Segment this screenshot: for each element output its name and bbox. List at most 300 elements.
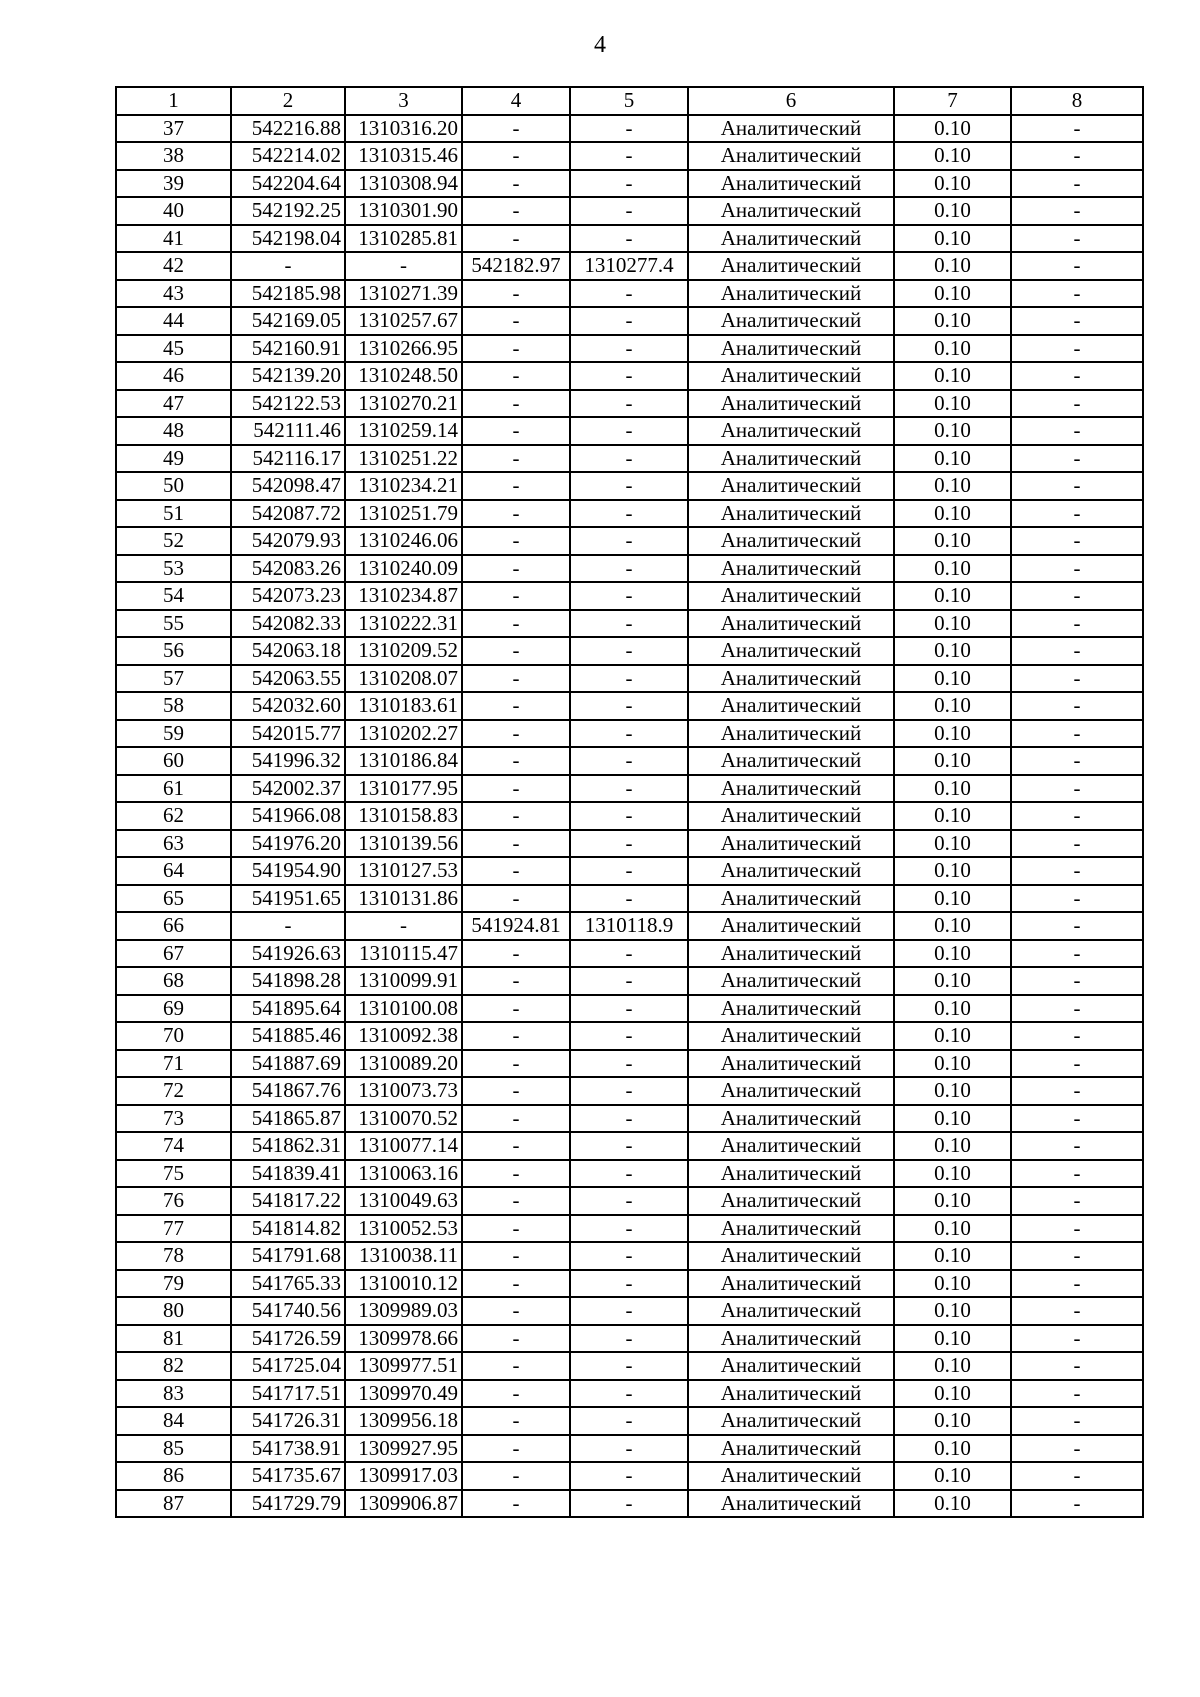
y-coordinate-cell: 1310183.61 bbox=[345, 692, 462, 720]
note-cell: - bbox=[1011, 1380, 1143, 1408]
x-alt-coordinate-cell: - bbox=[462, 1077, 570, 1105]
y-coordinate-cell: 1310315.46 bbox=[345, 142, 462, 170]
method-cell: Аналитический bbox=[688, 1462, 894, 1490]
accuracy-cell: 0.10 bbox=[894, 362, 1011, 390]
y-coordinate-cell: 1309977.51 bbox=[345, 1352, 462, 1380]
y-coordinate-cell: 1310073.73 bbox=[345, 1077, 462, 1105]
x-coordinate-cell: - bbox=[231, 252, 345, 280]
table-row bbox=[116, 1352, 1143, 1380]
x-alt-coordinate-cell: - bbox=[462, 472, 570, 500]
x-coordinate-cell: 541867.76 bbox=[231, 1077, 345, 1105]
point-number-cell: 52 bbox=[116, 527, 231, 555]
accuracy-cell: 0.10 bbox=[894, 417, 1011, 445]
method-cell: Аналитический bbox=[688, 665, 894, 693]
x-alt-coordinate-cell: - bbox=[462, 857, 570, 885]
note-cell: - bbox=[1011, 830, 1143, 858]
method-cell: Аналитический bbox=[688, 115, 894, 143]
method-cell: Аналитический bbox=[688, 1242, 894, 1270]
note-cell: - bbox=[1011, 1215, 1143, 1243]
table-row bbox=[116, 1462, 1143, 1490]
x-alt-coordinate-cell: - bbox=[462, 417, 570, 445]
note-cell: - bbox=[1011, 1435, 1143, 1463]
method-cell: Аналитический bbox=[688, 582, 894, 610]
x-coordinate-cell: 541895.64 bbox=[231, 995, 345, 1023]
note-cell: - bbox=[1011, 1077, 1143, 1105]
note-cell: - bbox=[1011, 527, 1143, 555]
x-coordinate-cell: 541738.91 bbox=[231, 1435, 345, 1463]
x-coordinate-cell: 542087.72 bbox=[231, 500, 345, 528]
method-cell: Аналитический bbox=[688, 1187, 894, 1215]
table-row bbox=[116, 1380, 1143, 1408]
y-alt-coordinate-cell: - bbox=[570, 582, 688, 610]
note-cell: - bbox=[1011, 692, 1143, 720]
x-alt-coordinate-cell: - bbox=[462, 1160, 570, 1188]
x-coordinate-cell: 542116.17 bbox=[231, 445, 345, 473]
note-cell: - bbox=[1011, 1325, 1143, 1353]
point-number-cell: 81 bbox=[116, 1325, 231, 1353]
note-cell: - bbox=[1011, 1132, 1143, 1160]
y-alt-coordinate-cell: - bbox=[570, 225, 688, 253]
y-coordinate-cell: 1310270.21 bbox=[345, 390, 462, 418]
y-coordinate-cell: 1309978.66 bbox=[345, 1325, 462, 1353]
x-coordinate-cell: 542214.02 bbox=[231, 142, 345, 170]
x-alt-coordinate-cell: - bbox=[462, 775, 570, 803]
y-coordinate-cell: 1309956.18 bbox=[345, 1407, 462, 1435]
note-cell: - bbox=[1011, 472, 1143, 500]
point-number-cell: 49 bbox=[116, 445, 231, 473]
x-coordinate-cell: 542216.88 bbox=[231, 115, 345, 143]
table-row bbox=[116, 280, 1143, 308]
table-row bbox=[116, 1242, 1143, 1270]
accuracy-cell: 0.10 bbox=[894, 527, 1011, 555]
accuracy-cell: 0.10 bbox=[894, 1325, 1011, 1353]
point-number-cell: 50 bbox=[116, 472, 231, 500]
column-header: 5 bbox=[570, 87, 688, 115]
method-cell: Аналитический bbox=[688, 500, 894, 528]
x-coordinate-cell: 542198.04 bbox=[231, 225, 345, 253]
x-coordinate-cell: 542073.23 bbox=[231, 582, 345, 610]
method-cell: Аналитический bbox=[688, 720, 894, 748]
y-coordinate-cell: 1310259.14 bbox=[345, 417, 462, 445]
note-cell: - bbox=[1011, 1352, 1143, 1380]
x-coordinate-cell: 542111.46 bbox=[231, 417, 345, 445]
y-alt-coordinate-cell: - bbox=[570, 335, 688, 363]
table-row bbox=[116, 940, 1143, 968]
y-coordinate-cell: 1310127.53 bbox=[345, 857, 462, 885]
method-cell: Аналитический bbox=[688, 252, 894, 280]
x-alt-coordinate-cell: - bbox=[462, 307, 570, 335]
y-alt-coordinate-cell: - bbox=[570, 1160, 688, 1188]
x-coordinate-cell: 541865.87 bbox=[231, 1105, 345, 1133]
note-cell: - bbox=[1011, 500, 1143, 528]
y-coordinate-cell: 1310077.14 bbox=[345, 1132, 462, 1160]
accuracy-cell: 0.10 bbox=[894, 115, 1011, 143]
accuracy-cell: 0.10 bbox=[894, 1105, 1011, 1133]
method-cell: Аналитический bbox=[688, 912, 894, 940]
y-coordinate-cell: 1310049.63 bbox=[345, 1187, 462, 1215]
x-alt-coordinate-cell: - bbox=[462, 1407, 570, 1435]
x-coordinate-cell: 541898.28 bbox=[231, 967, 345, 995]
method-cell: Аналитический bbox=[688, 1407, 894, 1435]
y-coordinate-cell: 1310316.20 bbox=[345, 115, 462, 143]
x-alt-coordinate-cell: - bbox=[462, 1490, 570, 1518]
y-alt-coordinate-cell: - bbox=[570, 1077, 688, 1105]
y-coordinate-cell: 1310234.21 bbox=[345, 472, 462, 500]
x-coordinate-cell: 541951.65 bbox=[231, 885, 345, 913]
method-cell: Аналитический bbox=[688, 1435, 894, 1463]
x-alt-coordinate-cell: - bbox=[462, 1270, 570, 1298]
table-row bbox=[116, 802, 1143, 830]
table-row bbox=[116, 830, 1143, 858]
point-number-cell: 58 bbox=[116, 692, 231, 720]
table-body bbox=[116, 87, 1143, 1517]
y-coordinate-cell: 1310234.87 bbox=[345, 582, 462, 610]
y-alt-coordinate-cell: - bbox=[570, 1270, 688, 1298]
point-number-cell: 83 bbox=[116, 1380, 231, 1408]
y-coordinate-cell: 1310100.08 bbox=[345, 995, 462, 1023]
note-cell: - bbox=[1011, 940, 1143, 968]
note-cell: - bbox=[1011, 280, 1143, 308]
method-cell: Аналитический bbox=[688, 885, 894, 913]
x-alt-coordinate-cell: - bbox=[462, 527, 570, 555]
y-alt-coordinate-cell: - bbox=[570, 1132, 688, 1160]
table-row bbox=[116, 885, 1143, 913]
point-number-cell: 80 bbox=[116, 1297, 231, 1325]
x-alt-coordinate-cell: - bbox=[462, 995, 570, 1023]
accuracy-cell: 0.10 bbox=[894, 1380, 1011, 1408]
y-coordinate-cell: 1310186.84 bbox=[345, 747, 462, 775]
method-cell: Аналитический bbox=[688, 527, 894, 555]
y-alt-coordinate-cell: - bbox=[570, 995, 688, 1023]
table-row bbox=[116, 1022, 1143, 1050]
point-number-cell: 46 bbox=[116, 362, 231, 390]
y-alt-coordinate-cell: - bbox=[570, 197, 688, 225]
method-cell: Аналитический bbox=[688, 1352, 894, 1380]
accuracy-cell: 0.10 bbox=[894, 665, 1011, 693]
point-number-cell: 42 bbox=[116, 252, 231, 280]
x-coordinate-cell: 541765.33 bbox=[231, 1270, 345, 1298]
accuracy-cell: 0.10 bbox=[894, 830, 1011, 858]
note-cell: - bbox=[1011, 1297, 1143, 1325]
point-number-cell: 77 bbox=[116, 1215, 231, 1243]
y-alt-coordinate-cell: - bbox=[570, 1215, 688, 1243]
x-coordinate-cell: 542082.33 bbox=[231, 610, 345, 638]
column-header: 8 bbox=[1011, 87, 1143, 115]
table-row bbox=[116, 555, 1143, 583]
table-row bbox=[116, 472, 1143, 500]
table-row bbox=[116, 170, 1143, 198]
note-cell: - bbox=[1011, 417, 1143, 445]
point-number-cell: 53 bbox=[116, 555, 231, 583]
note-cell: - bbox=[1011, 1105, 1143, 1133]
table-header-row bbox=[116, 87, 1143, 115]
method-cell: Аналитический bbox=[688, 995, 894, 1023]
y-coordinate-cell: 1310115.47 bbox=[345, 940, 462, 968]
y-coordinate-cell: 1310070.52 bbox=[345, 1105, 462, 1133]
note-cell: - bbox=[1011, 142, 1143, 170]
point-number-cell: 64 bbox=[116, 857, 231, 885]
table-row bbox=[116, 1270, 1143, 1298]
x-alt-coordinate-cell: - bbox=[462, 1187, 570, 1215]
note-cell: - bbox=[1011, 885, 1143, 913]
accuracy-cell: 0.10 bbox=[894, 142, 1011, 170]
y-coordinate-cell: 1310246.06 bbox=[345, 527, 462, 555]
method-cell: Аналитический bbox=[688, 445, 894, 473]
method-cell: Аналитический bbox=[688, 225, 894, 253]
note-cell: - bbox=[1011, 610, 1143, 638]
accuracy-cell: 0.10 bbox=[894, 1187, 1011, 1215]
y-alt-coordinate-cell: - bbox=[570, 417, 688, 445]
point-number-cell: 71 bbox=[116, 1050, 231, 1078]
point-number-cell: 63 bbox=[116, 830, 231, 858]
x-alt-coordinate-cell: - bbox=[462, 170, 570, 198]
accuracy-cell: 0.10 bbox=[894, 445, 1011, 473]
column-header: 4 bbox=[462, 87, 570, 115]
point-number-cell: 54 bbox=[116, 582, 231, 610]
accuracy-cell: 0.10 bbox=[894, 1050, 1011, 1078]
note-cell: - bbox=[1011, 197, 1143, 225]
x-coordinate-cell: 542079.93 bbox=[231, 527, 345, 555]
note-cell: - bbox=[1011, 115, 1143, 143]
y-alt-coordinate-cell: - bbox=[570, 362, 688, 390]
table-row bbox=[116, 445, 1143, 473]
table-row bbox=[116, 1160, 1143, 1188]
method-cell: Аналитический bbox=[688, 967, 894, 995]
note-cell: - bbox=[1011, 335, 1143, 363]
x-alt-coordinate-cell: - bbox=[462, 967, 570, 995]
x-coordinate-cell: 542015.77 bbox=[231, 720, 345, 748]
y-coordinate-cell: 1310063.16 bbox=[345, 1160, 462, 1188]
note-cell: - bbox=[1011, 857, 1143, 885]
y-alt-coordinate-cell: 1310277.4 bbox=[570, 252, 688, 280]
method-cell: Аналитический bbox=[688, 555, 894, 583]
table-row bbox=[116, 390, 1143, 418]
method-cell: Аналитический bbox=[688, 1380, 894, 1408]
x-coordinate-cell: 542083.26 bbox=[231, 555, 345, 583]
table-row bbox=[116, 1105, 1143, 1133]
accuracy-cell: 0.10 bbox=[894, 390, 1011, 418]
table-row bbox=[116, 142, 1143, 170]
method-cell: Аналитический bbox=[688, 362, 894, 390]
x-alt-coordinate-cell: - bbox=[462, 1105, 570, 1133]
x-coordinate-cell: 542098.47 bbox=[231, 472, 345, 500]
point-number-cell: 78 bbox=[116, 1242, 231, 1270]
y-coordinate-cell: 1310099.91 bbox=[345, 967, 462, 995]
column-header: 1 bbox=[116, 87, 231, 115]
method-cell: Аналитический bbox=[688, 830, 894, 858]
x-coordinate-cell: 541996.32 bbox=[231, 747, 345, 775]
x-alt-coordinate-cell: - bbox=[462, 555, 570, 583]
method-cell: Аналитический bbox=[688, 1297, 894, 1325]
y-coordinate-cell: - bbox=[345, 912, 462, 940]
table-row bbox=[116, 1297, 1143, 1325]
note-cell: - bbox=[1011, 1242, 1143, 1270]
point-number-cell: 82 bbox=[116, 1352, 231, 1380]
table-row bbox=[116, 967, 1143, 995]
y-alt-coordinate-cell: - bbox=[570, 610, 688, 638]
accuracy-cell: 0.10 bbox=[894, 307, 1011, 335]
method-cell: Аналитический bbox=[688, 610, 894, 638]
accuracy-cell: 0.10 bbox=[894, 610, 1011, 638]
table-row bbox=[116, 775, 1143, 803]
method-cell: Аналитический bbox=[688, 1077, 894, 1105]
method-cell: Аналитический bbox=[688, 1270, 894, 1298]
y-coordinate-cell: 1310251.22 bbox=[345, 445, 462, 473]
x-alt-coordinate-cell: - bbox=[462, 1325, 570, 1353]
x-alt-coordinate-cell: - bbox=[462, 830, 570, 858]
method-cell: Аналитический bbox=[688, 1490, 894, 1518]
note-cell: - bbox=[1011, 1270, 1143, 1298]
accuracy-cell: 0.10 bbox=[894, 1160, 1011, 1188]
column-header: 2 bbox=[231, 87, 345, 115]
x-coordinate-cell: 541726.59 bbox=[231, 1325, 345, 1353]
table-row bbox=[116, 527, 1143, 555]
method-cell: Аналитический bbox=[688, 335, 894, 363]
x-alt-coordinate-cell: - bbox=[462, 637, 570, 665]
accuracy-cell: 0.10 bbox=[894, 472, 1011, 500]
y-alt-coordinate-cell: - bbox=[570, 555, 688, 583]
point-number-cell: 70 bbox=[116, 1022, 231, 1050]
x-coordinate-cell: 542139.20 bbox=[231, 362, 345, 390]
accuracy-cell: 0.10 bbox=[894, 1132, 1011, 1160]
point-number-cell: 51 bbox=[116, 500, 231, 528]
point-number-cell: 73 bbox=[116, 1105, 231, 1133]
method-cell: Аналитический bbox=[688, 1215, 894, 1243]
table-row bbox=[116, 500, 1143, 528]
note-cell: - bbox=[1011, 665, 1143, 693]
table-row bbox=[116, 1325, 1143, 1353]
y-alt-coordinate-cell: - bbox=[570, 1187, 688, 1215]
point-number-cell: 69 bbox=[116, 995, 231, 1023]
point-number-cell: 59 bbox=[116, 720, 231, 748]
method-cell: Аналитический bbox=[688, 307, 894, 335]
point-number-cell: 86 bbox=[116, 1462, 231, 1490]
point-number-cell: 56 bbox=[116, 637, 231, 665]
x-alt-coordinate-cell: - bbox=[462, 940, 570, 968]
note-cell: - bbox=[1011, 747, 1143, 775]
method-cell: Аналитический bbox=[688, 1050, 894, 1078]
x-coordinate-cell: 541839.41 bbox=[231, 1160, 345, 1188]
method-cell: Аналитический bbox=[688, 417, 894, 445]
y-alt-coordinate-cell: - bbox=[570, 802, 688, 830]
x-coordinate-cell: 541729.79 bbox=[231, 1490, 345, 1518]
method-cell: Аналитический bbox=[688, 142, 894, 170]
accuracy-cell: 0.10 bbox=[894, 940, 1011, 968]
accuracy-cell: 0.10 bbox=[894, 1215, 1011, 1243]
table-row bbox=[116, 665, 1143, 693]
y-coordinate-cell: 1310240.09 bbox=[345, 555, 462, 583]
accuracy-cell: 0.10 bbox=[894, 225, 1011, 253]
y-coordinate-cell: 1310092.38 bbox=[345, 1022, 462, 1050]
y-alt-coordinate-cell: - bbox=[570, 472, 688, 500]
note-cell: - bbox=[1011, 445, 1143, 473]
accuracy-cell: 0.10 bbox=[894, 747, 1011, 775]
x-alt-coordinate-cell: - bbox=[462, 142, 570, 170]
x-alt-coordinate-cell: - bbox=[462, 885, 570, 913]
point-number-cell: 44 bbox=[116, 307, 231, 335]
accuracy-cell: 0.10 bbox=[894, 500, 1011, 528]
note-cell: - bbox=[1011, 637, 1143, 665]
x-coordinate-cell: 541966.08 bbox=[231, 802, 345, 830]
x-alt-coordinate-cell: - bbox=[462, 500, 570, 528]
table-row bbox=[116, 995, 1143, 1023]
note-cell: - bbox=[1011, 1407, 1143, 1435]
y-alt-coordinate-cell: - bbox=[570, 527, 688, 555]
y-coordinate-cell: 1309906.87 bbox=[345, 1490, 462, 1518]
accuracy-cell: 0.10 bbox=[894, 1270, 1011, 1298]
x-alt-coordinate-cell: - bbox=[462, 1462, 570, 1490]
y-alt-coordinate-cell: - bbox=[570, 1407, 688, 1435]
accuracy-cell: 0.10 bbox=[894, 1435, 1011, 1463]
accuracy-cell: 0.10 bbox=[894, 252, 1011, 280]
note-cell: - bbox=[1011, 802, 1143, 830]
note-cell: - bbox=[1011, 225, 1143, 253]
x-alt-coordinate-cell: - bbox=[462, 665, 570, 693]
x-coordinate-cell: 541817.22 bbox=[231, 1187, 345, 1215]
x-coordinate-cell: 541725.04 bbox=[231, 1352, 345, 1380]
note-cell: - bbox=[1011, 912, 1143, 940]
accuracy-cell: 0.10 bbox=[894, 335, 1011, 363]
method-cell: Аналитический bbox=[688, 940, 894, 968]
y-coordinate-cell: 1310271.39 bbox=[345, 280, 462, 308]
y-alt-coordinate-cell: - bbox=[570, 1242, 688, 1270]
method-cell: Аналитический bbox=[688, 1325, 894, 1353]
y-alt-coordinate-cell: - bbox=[570, 115, 688, 143]
point-number-cell: 66 bbox=[116, 912, 231, 940]
note-cell: - bbox=[1011, 995, 1143, 1023]
point-number-cell: 87 bbox=[116, 1490, 231, 1518]
method-cell: Аналитический bbox=[688, 1132, 894, 1160]
y-alt-coordinate-cell: - bbox=[570, 1490, 688, 1518]
note-cell: - bbox=[1011, 390, 1143, 418]
accuracy-cell: 0.10 bbox=[894, 1022, 1011, 1050]
column-header: 3 bbox=[345, 87, 462, 115]
y-coordinate-cell: 1310308.94 bbox=[345, 170, 462, 198]
method-cell: Аналитический bbox=[688, 747, 894, 775]
x-coordinate-cell: 541726.31 bbox=[231, 1407, 345, 1435]
x-coordinate-cell: 541862.31 bbox=[231, 1132, 345, 1160]
y-coordinate-cell: 1310131.86 bbox=[345, 885, 462, 913]
accuracy-cell: 0.10 bbox=[894, 1242, 1011, 1270]
x-coordinate-cell: 542122.53 bbox=[231, 390, 345, 418]
method-cell: Аналитический bbox=[688, 170, 894, 198]
x-coordinate-cell: 542185.98 bbox=[231, 280, 345, 308]
x-coordinate-cell: 542192.25 bbox=[231, 197, 345, 225]
point-number-cell: 41 bbox=[116, 225, 231, 253]
x-coordinate-cell: 541735.67 bbox=[231, 1462, 345, 1490]
y-coordinate-cell: 1310038.11 bbox=[345, 1242, 462, 1270]
point-number-cell: 67 bbox=[116, 940, 231, 968]
x-alt-coordinate-cell: - bbox=[462, 1435, 570, 1463]
y-alt-coordinate-cell: - bbox=[570, 665, 688, 693]
x-coordinate-cell: 542204.64 bbox=[231, 170, 345, 198]
accuracy-cell: 0.10 bbox=[894, 912, 1011, 940]
point-number-cell: 61 bbox=[116, 775, 231, 803]
accuracy-cell: 0.10 bbox=[894, 1462, 1011, 1490]
y-alt-coordinate-cell: - bbox=[570, 1050, 688, 1078]
column-header: 7 bbox=[894, 87, 1011, 115]
y-alt-coordinate-cell: - bbox=[570, 1380, 688, 1408]
y-coordinate-cell: 1310208.07 bbox=[345, 665, 462, 693]
table-row bbox=[116, 1187, 1143, 1215]
y-alt-coordinate-cell: - bbox=[570, 830, 688, 858]
x-coordinate-cell: 542169.05 bbox=[231, 307, 345, 335]
note-cell: - bbox=[1011, 170, 1143, 198]
y-alt-coordinate-cell: - bbox=[570, 142, 688, 170]
accuracy-cell: 0.10 bbox=[894, 995, 1011, 1023]
note-cell: - bbox=[1011, 307, 1143, 335]
y-alt-coordinate-cell: 1310118.9 bbox=[570, 912, 688, 940]
